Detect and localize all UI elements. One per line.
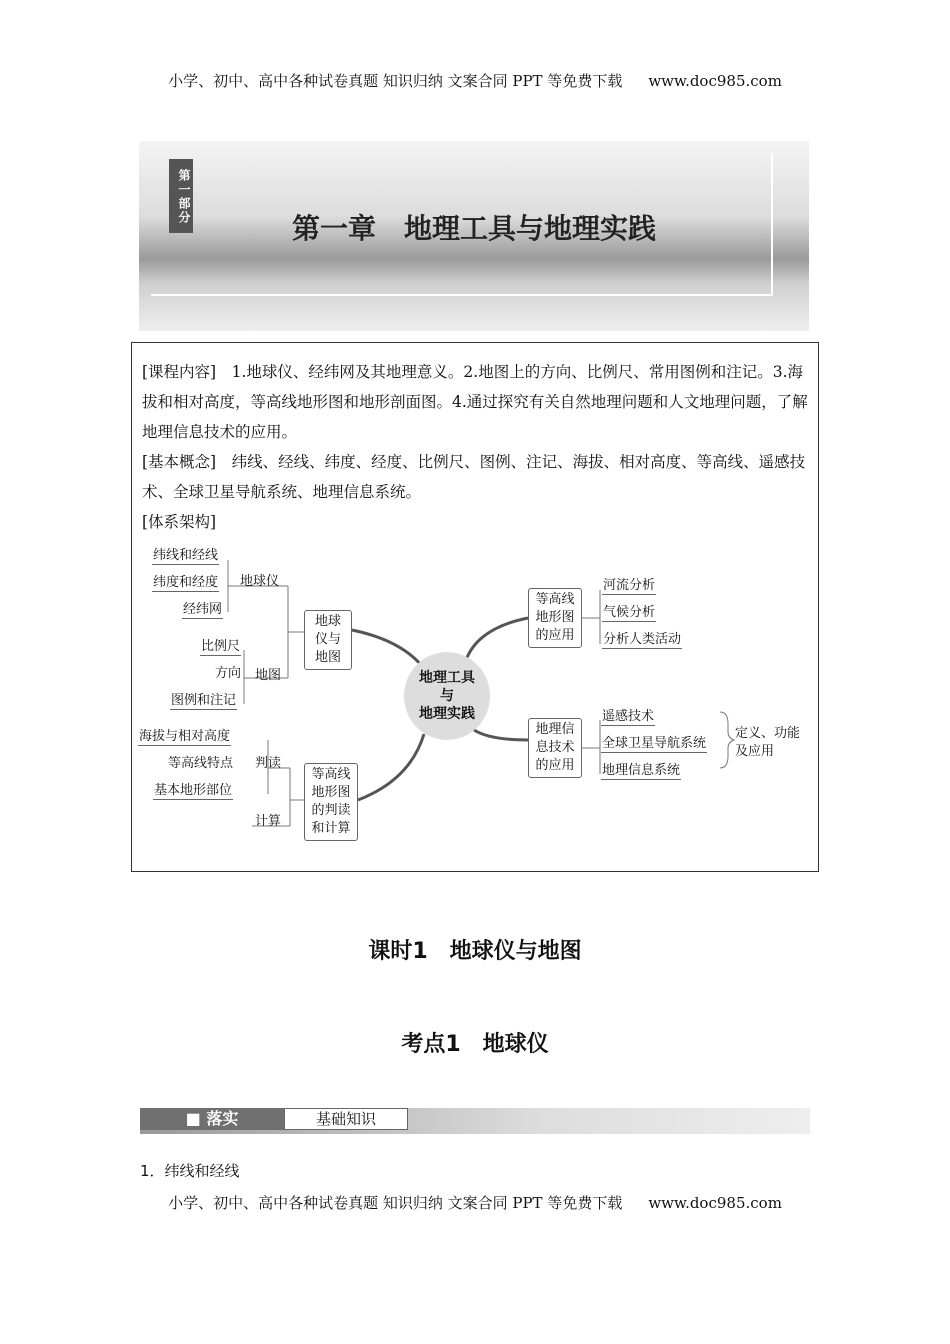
header-url[interactable]: www.doc985.com — [648, 72, 782, 90]
mindmap-leaf: 遥感技术 — [601, 705, 655, 726]
course-content-label: [课程内容] — [142, 363, 217, 381]
point-title: 考点1 地球仪 — [401, 1032, 549, 1057]
mindmap-center — [404, 652, 490, 740]
mindmap-leaf: 基本地形部位 — [153, 779, 233, 800]
mindmap-node-globe-map: 地球仪与地图 — [304, 610, 352, 670]
mindmap-leaf: 纬线和经线 — [152, 544, 219, 565]
mindmap-leaf: 经纬网 — [182, 598, 223, 619]
concept-label: [基本概念] — [142, 453, 217, 471]
mindmap-leaf: 图例和注记 — [170, 689, 237, 710]
lesson-title: 课时1 地球仪与地图 — [368, 939, 582, 964]
mindmap-leaf: 纬度和经度 — [152, 571, 219, 592]
mindmap-node-contour-app: 等高线地形图的应用 — [528, 588, 582, 648]
section-bar-sublabel: 基础知识 — [284, 1108, 408, 1130]
center-line: 地理工具 — [419, 670, 475, 686]
section-bar-label: ■ 落实 — [140, 1108, 284, 1130]
mindmap-branch-label: 地球仪 — [240, 574, 280, 589]
page-footer — [0, 1192, 950, 1213]
header-text: 小学、初中、高中各种试卷真题 知识归纳 文案合同 PPT 等免费下载 — [168, 72, 623, 90]
mindmap-branch-label: 地图 — [255, 668, 282, 683]
center-line: 地理实践 — [419, 706, 475, 722]
course-content-text: 1.地球仪、经纬网及其地理意义。2.地图上的方向、比例尺、常用图例和注记。3.海拔和相对高度，等高线地形图和地形剖面图。4.通过探究有关自然地理问题和人文地理问题，了解地理信息技术的应用。 — [142, 363, 808, 441]
mindmap-node-geo-info: 地理信息技术的应用 — [528, 718, 582, 778]
mindmap-leaf: 等高线特点 — [168, 756, 234, 771]
footer-text: 小学、初中、高中各种试卷真题 知识归纳 文案合同 PPT 等免费下载 — [168, 1194, 623, 1212]
section-bar — [140, 1108, 810, 1134]
mindmap-node-contour-read: 等高线地形图的判读和计算 — [304, 763, 358, 841]
mindmap-leaf: 方向 — [215, 666, 242, 681]
mindmap-summary: 定义、功能及应用 — [735, 726, 801, 759]
mindmap-branch-label: 计算 — [255, 814, 282, 829]
concept-text: 纬线、经线、纬度、经度、比例尺、图例、注记、海拔、相对高度、等高线、遥感技术、全球卫星导航系统、地理信息系统。 — [142, 453, 806, 501]
mindmap-leaf: 分析人类活动 — [602, 628, 682, 649]
section-heading: 1．纬线和经线 — [140, 1162, 240, 1180]
mindmap-leaf: 比例尺 — [200, 635, 241, 656]
center-line: 与 — [440, 688, 454, 704]
part-tag: 第一部分 — [169, 159, 193, 233]
framework-label: [体系架构] — [142, 513, 217, 531]
footer-url[interactable]: www.doc985.com — [648, 1194, 782, 1212]
mindmap-leaf: 地理信息系统 — [601, 759, 681, 780]
chapter-title: 第一章 地理工具与地理实践 — [291, 212, 656, 245]
mindmap-branch-label: 判读 — [255, 756, 282, 771]
mindmap-leaf: 气候分析 — [602, 601, 656, 622]
mindmap-leaf: 全球卫星导航系统 — [601, 732, 707, 753]
mindmap-leaf: 河流分析 — [602, 574, 656, 595]
mindmap-leaf: 海拔与相对高度 — [138, 725, 231, 746]
